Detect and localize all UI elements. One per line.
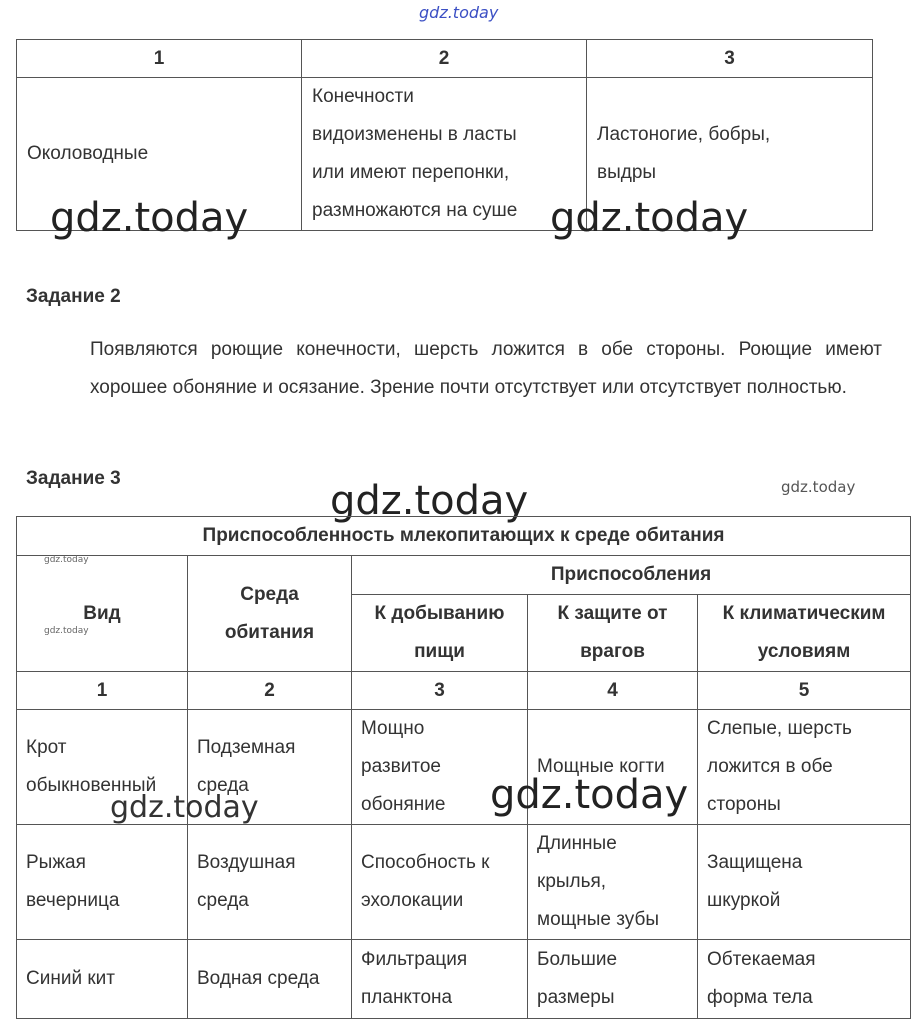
cell-line: Защищена (707, 852, 803, 873)
cell-line: Обтекаемая (707, 949, 816, 970)
task3-title: Задание 3 (26, 468, 121, 489)
t2-sub-climate (698, 595, 911, 672)
t2-sub-enemies (528, 595, 698, 672)
watermark-big: gdz.today (490, 772, 689, 818)
t1-features-line: Конечности (312, 86, 414, 107)
t2-num: 2 (188, 672, 352, 710)
cell-line: эхолокации (361, 890, 464, 911)
cell-line: шкуркой (707, 890, 781, 911)
cell-line: Мощные когти (537, 756, 665, 777)
t1-features-line: видоизменены в ласты (312, 124, 517, 145)
t2-sub-food-line: К добыванию (374, 603, 505, 624)
t1-header-1: 1 (17, 40, 302, 78)
t2-enemies (528, 940, 698, 1019)
task2-title: Задание 2 (26, 286, 121, 307)
cell-line: развитое (361, 756, 441, 777)
t2-food (352, 825, 528, 940)
cell-line: Способность к (361, 852, 490, 873)
table-adaptations (16, 516, 911, 1019)
t2-species (17, 825, 188, 940)
table-row (17, 825, 911, 940)
watermark-tiny: gdz.today (44, 626, 89, 636)
watermark-top: gdz.today (419, 3, 499, 22)
watermark-mid: gdz.today (110, 790, 259, 825)
cell-line: среда (197, 775, 249, 796)
cell-line: среда (197, 890, 249, 911)
cell-line: мощные зубы (537, 909, 660, 930)
t1-examples-line: выдры (597, 162, 657, 183)
cell-line: размеры (537, 987, 615, 1008)
cell-line: форма тела (707, 987, 813, 1008)
t2-food (352, 940, 528, 1019)
t1-examples-line: Ластоногие, бобры, (597, 124, 771, 145)
watermark-big: gdz.today (330, 478, 529, 524)
t2-col-adaptations: Приспособления (352, 556, 911, 595)
cell-line: Мощно (361, 718, 425, 739)
cell-line: Воздушная (197, 852, 296, 873)
t1-header-3: 3 (587, 40, 873, 78)
t2-enemies (528, 825, 698, 940)
t1-features (302, 78, 587, 231)
watermark-big: gdz.today (50, 195, 249, 241)
cell-line: обоняние (361, 794, 446, 815)
table-row (17, 940, 911, 1019)
t2-climate (698, 940, 911, 1019)
watermark-big: gdz.today (550, 195, 749, 241)
t2-num: 5 (698, 672, 911, 710)
watermark-tiny: gdz.today (44, 555, 89, 565)
t2-num: 4 (528, 672, 698, 710)
cell-line: вечерница (26, 890, 120, 911)
t2-species (17, 940, 188, 1019)
t2-sub-enemies-line: К защите от (557, 603, 668, 624)
t2-sub-food (352, 595, 528, 672)
t2-climate (698, 825, 911, 940)
watermark-small: gdz.today (781, 478, 856, 496)
cell-line: Длинные (537, 833, 617, 854)
t2-num: 3 (352, 672, 528, 710)
cell-line: Большие (537, 949, 618, 970)
cell-line: Синий кит (26, 968, 115, 989)
t2-climate (698, 710, 911, 825)
t1-features-line: размножаются на суше (312, 200, 518, 221)
cell-line: Слепые, шерсть (707, 718, 852, 739)
cell-line: Подземная (197, 737, 296, 758)
cell-line: крылья, (537, 871, 607, 892)
t2-col-habitat (188, 556, 352, 672)
t2-sub-enemies-line: врагов (580, 641, 645, 662)
t2-col-species: Вид (17, 556, 188, 672)
cell-line: Водная среда (197, 968, 320, 989)
t2-col-habitat-line: обитания (224, 621, 315, 643)
cell-line: Крот (26, 737, 67, 758)
t2-sub-food-line: пищи (414, 641, 465, 662)
t1-header-2: 2 (302, 40, 587, 78)
cell-line: обыкновенный (26, 775, 157, 796)
cell-line: ложится в обе (707, 756, 833, 777)
t2-num: 1 (17, 672, 188, 710)
task2-text: Появляются роющие конечности, шерсть ложится в обе стороны. Роющие имеют хорошее обоняние и осязание. Зрение почти отсутствует или отсутствует полностью. (90, 339, 882, 398)
t2-habitat (188, 940, 352, 1019)
cell-line: стороны (707, 794, 781, 815)
t2-sub-climate-line: К климатическим (722, 603, 886, 624)
t1-features-line: или имеют перепонки, (312, 162, 510, 183)
cell-line: планктона (361, 987, 453, 1008)
cell-line: Фильтрация (361, 949, 468, 970)
t2-caption: Приспособленность млекопитающих к среде обитания (17, 517, 911, 556)
t1-group: Околоводные (17, 78, 302, 231)
t2-col-habitat-line: Среда (240, 583, 299, 605)
t2-habitat (188, 825, 352, 940)
cell-line: Рыжая (26, 852, 86, 873)
t2-sub-climate-line: условиям (757, 641, 851, 662)
